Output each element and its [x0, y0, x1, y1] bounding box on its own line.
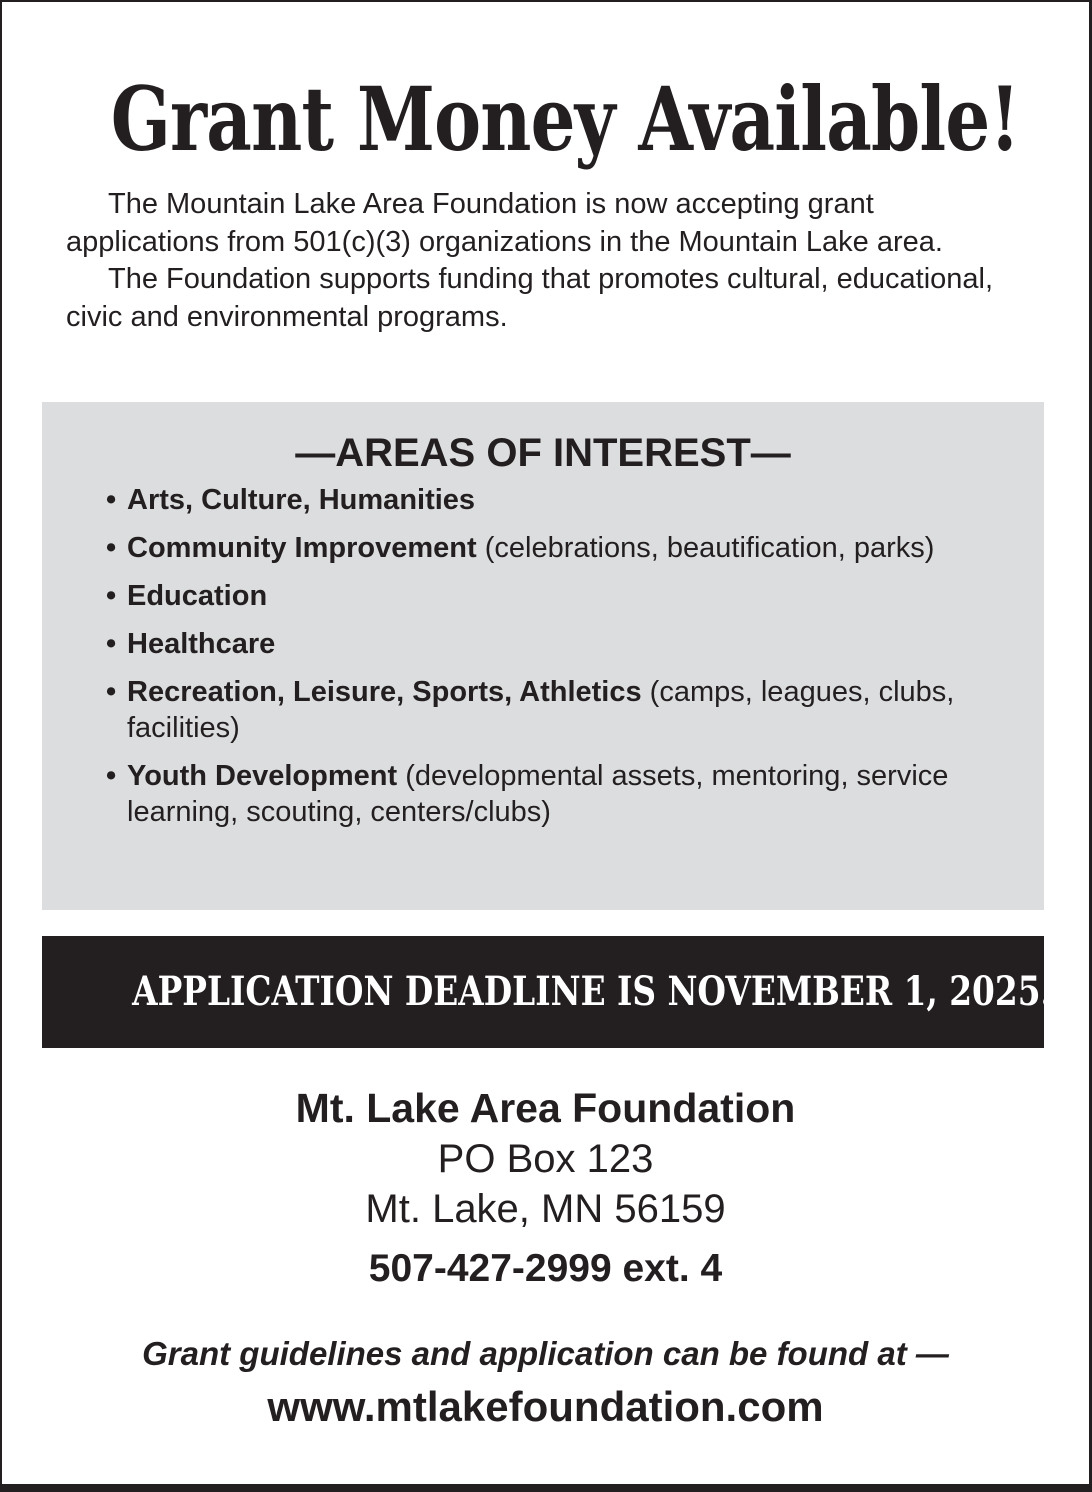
bullet-icon: •: [106, 580, 117, 612]
areas-of-interest-list: [106, 482, 1021, 842]
intro-paragraph: The Foundation supports funding that promotes cultural, educational, civic and environmental programs.: [66, 263, 994, 333]
intro-text: [66, 186, 1031, 336]
website-link[interactable]: www.mtlakefoundation.com: [267, 1383, 824, 1430]
phone-number: 507-427-2999 ext. 4: [368, 1247, 723, 1290]
interest-item-name: Youth Development: [127, 760, 398, 792]
bullet-icon: •: [106, 628, 117, 660]
interest-item: [106, 758, 1021, 830]
guidelines-note: Grant guidelines and application can be found at —: [142, 1335, 949, 1372]
bullet-icon: •: [106, 484, 117, 516]
bullet-icon: •: [106, 532, 117, 564]
interest-item-name: Arts, Culture, Humanities: [127, 484, 476, 516]
interest-item-name: Recreation, Leisure, Sports, Athletics: [127, 676, 642, 708]
interest-item-detail: (celebrations, beautification, parks): [476, 532, 935, 564]
deadline-banner: [42, 936, 1052, 1048]
interest-item-name: Community Improvement: [127, 532, 477, 564]
interest-item-name: Healthcare: [127, 628, 276, 660]
contact-block: [2, 1082, 1089, 1294]
areas-of-interest-panel: [42, 402, 1044, 910]
interest-item: [106, 482, 1021, 518]
interest-item-detail: (camps, leagues, clubs, facilities): [127, 676, 955, 744]
bullet-icon: •: [106, 760, 117, 792]
interest-item-name: Education: [127, 580, 268, 612]
headline: Grant Money Available!: [110, 67, 1020, 171]
interest-item: [106, 578, 1021, 614]
address-line: Mt. Lake, MN 56159: [365, 1187, 726, 1231]
areas-of-interest-title: —AREAS OF INTEREST—: [295, 431, 791, 475]
interest-item: [106, 530, 1021, 566]
interest-item: [106, 674, 1021, 746]
organization-name: Mt. Lake Area Foundation: [295, 1085, 796, 1131]
bullet-icon: •: [106, 676, 117, 708]
interest-item: [106, 626, 1021, 662]
address-line: PO Box 123: [437, 1137, 654, 1181]
interest-item-detail: (developmental assets, mentoring, service learning, scouting, centers/clubs): [127, 760, 949, 828]
intro-paragraph: The Mountain Lake Area Foundation is now accepting grant applications from 501(c)(3) organizations in the Mountain Lake area.: [66, 188, 943, 258]
deadline-text: APPLICATION DEADLINE IS NOVEMBER 1, 2025.: [132, 968, 1052, 1015]
